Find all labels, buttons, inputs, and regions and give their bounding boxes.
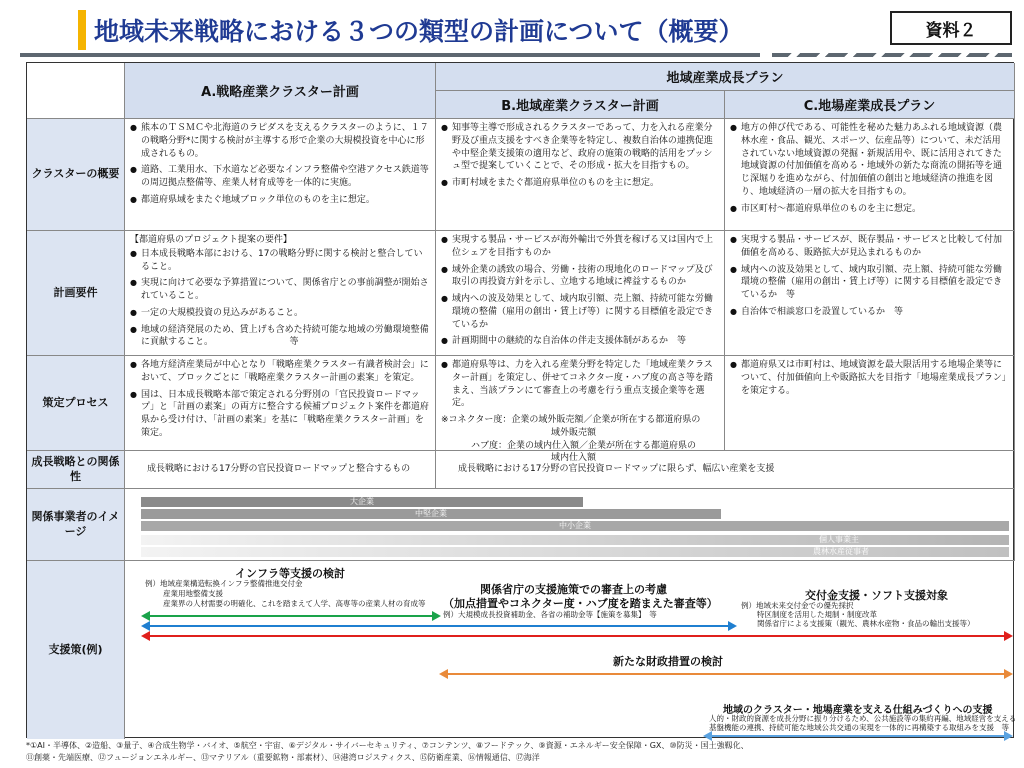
list-item: ● 域外企業の誘致の場合、労働・技術の現地化のロードマップ及び取引の再投資方針を示し、立地する地域に裨益するものか	[441, 264, 719, 290]
list-item: ● 地方の伸び代である、可能性を秘めた魅力あふれる地域資源（農林水産・食品、観光、スポーツ、伝産品等）について、未だ活用されていない地域資源の発掘・新規活用や、既に活用されてきた地域資源の付加価値を高める・地域外の新たな商流の開拓等を通じ深堀りを進めながら、付加価値の創出と地域経済の推進を図り、地域経済の一層の拡大を目指すもの。	[730, 122, 1009, 199]
list-item: ● 計画期間中の継続的な自治体の伴走支援体制があるか 等	[441, 335, 719, 348]
list-item: ● 熊本のＴＳＭＣや北海道のラピダスを支えるクラスターのように、１７の戦略分野*に関する検討が主導する形で企業の大規模投資を中心に形成されるもの。	[130, 122, 430, 160]
review-title: 関係省庁の支援施策での審査上の考慮	[480, 583, 667, 596]
list-item: ● 自治体で相談窓口を設置しているか 等	[730, 306, 1009, 319]
list-item: ● 都道府県等は、力を入れる産業分野を特定した「地域産業クラスター計画」を策定し、併せてコネクター度・ハブ度の高さ等を踏まえ、当該プランにて審査上の考慮を行う重点支援企業等を選定。	[441, 359, 719, 410]
footnote-line: *①AI・半導体、②造船、③量子、④合成生物学・バイオ、⑤航空・宇宙、⑥デジタル・サイバーセキュリティ、⑦コンテンツ、⑧フードテック、⑨資源・エネルギー安全保障・GX、⑩防災・国土強靱化、	[26, 741, 749, 750]
requirements-a	[125, 231, 436, 356]
process-c	[725, 356, 1015, 451]
list-item: ● 都道府県域をまたぐ地域ブロック単位のものを主に想定。	[130, 194, 430, 207]
support-area	[125, 561, 1015, 739]
actor-bar-farmers: 農林水産従事者	[141, 547, 1009, 557]
fiscal-title: 新たな財政措置の検討	[613, 655, 723, 668]
review-line: 例）大規模成長投資補助金、各省の補助金等【施策を募集】 等	[443, 610, 657, 619]
page-header	[0, 0, 1024, 60]
actor-bar-large: 大企業	[141, 497, 583, 507]
infra-arrow	[143, 615, 439, 617]
list-item: ● 市区町村～都道府県単位のものを主に想定。	[730, 203, 1009, 216]
list-item: ● 実現する製品・サービスが海外輸出で外貨を稼げる又は国内で上位シェアを目指すものか	[441, 234, 719, 260]
row-label-requirements: 計画要件	[27, 231, 125, 356]
column-b-header: B.地域産業クラスター計画	[436, 91, 725, 119]
row-label-actors: 関係事業者のイメージ	[27, 489, 125, 561]
actor-bar-midsize: 中堅企業	[141, 509, 721, 519]
fiscal-arrow	[441, 673, 1011, 675]
process-b	[436, 356, 725, 464]
column-a-header: A.戦略産業クラスター計画	[125, 63, 436, 119]
actors-area	[125, 489, 1015, 561]
corner-cell	[27, 63, 125, 119]
list-item: ● 都道府県又は市町村は、地域資源を最大限活用する地場企業等について、付加価値向上や販路拡大を目指す「地場産業成長プラン」を策定する。	[730, 359, 1009, 397]
actor-bar-sme: 中小企業	[141, 521, 1009, 531]
infra-line: 例）地域産業構造転換インフラ整備推進交付金	[145, 579, 303, 588]
grant-line: 関係省庁による支援策（観光、農林水産物・食品の輸出支援等）	[757, 619, 975, 628]
list-item: ● 各地方経済産業局が中心となり「戦略産業クラスター有識者検討会」において、ブロックごとに「戦略産業クラスター計画の素案」を策定。	[130, 359, 430, 385]
comparison-table	[26, 62, 1017, 738]
list-item: ● 市町村域をまたぐ都道府県単位のものを主に想定。	[441, 177, 719, 190]
infra-title: インフラ等支援の検討	[235, 567, 345, 580]
overview-a	[125, 119, 436, 231]
list-item: ● 実現に向けて必要な予算措置について、関係省庁との事前調整が開始されていること。	[130, 277, 430, 303]
grant-arrow	[143, 635, 1011, 637]
list-item: ● 知事等主導で形成されるクラスターであって、力を入れる産業分野及び重点支援をすべき企業等を特定し、複数自治体の連携促進や中堅企業支援策の適用など、政府の施策の戦略的活用をプッシュ型で提案していくことで、その形成・拡大を目指すもの。	[441, 122, 719, 173]
review-subtitle: （加点措置やコネクター度・ハブ度を踏まえた審査等）	[443, 597, 718, 610]
relation-a: 成長戦略における17分野の官民投資ロードマップと整合するもの	[125, 451, 436, 489]
requirements-b	[436, 231, 725, 356]
process-note-line: 域内仕入額	[551, 453, 597, 464]
list-item: ● 道路、工業用水、下水道など必要なインフラ整備や空港アクセス鉄道等の周辺拠点整備等、産業人材育成等を一体的に実施。	[130, 164, 430, 190]
grant-line: 特区制度を活用した規制・制度改革	[757, 610, 877, 619]
list-item: ● 地域の経済発展のため、賃上げも含めた持続可能な地域の労働環境整備に貢献すること。 等	[130, 324, 430, 350]
title-rule	[20, 53, 760, 57]
grant-line: 例）地域未来交付金での優先採択	[741, 601, 854, 610]
requirements-intro: 【都道府県のプロジェクト提案の要件】	[130, 235, 292, 245]
row-label-process: 策定プロセス	[27, 356, 125, 451]
grant-title: 交付金支援・ソフト支援対象	[805, 589, 948, 602]
process-a	[125, 356, 436, 451]
local-title: 地域のクラスター・地場産業を支える仕組みづくりへの支援	[723, 705, 993, 716]
list-item: ● 域内への波及効果として、域内取引額、売上額、持続可能な労働環境の整備（雇用の創出・賃上げ等）に関する目標値を設定できているか 等	[730, 264, 1009, 302]
process-note: ※コネクター度：企業の域外販売額／企業が所在する都道府県の	[441, 415, 701, 426]
column-c-header: C.地場産業成長プラン	[725, 91, 1015, 119]
overview-c	[725, 119, 1015, 231]
list-item: ● 国は、日本成長戦略本部で策定される分野別の「官民投資ロードマップ」と「計画の素案」の両方に整合する候補プロジェクト案件を都道府県から受け付け、「計画の素案」を基に「戦略産業クラスター計画」を策定。	[130, 389, 430, 440]
local-arrow	[705, 735, 1011, 737]
local-line: 人的・財政的資源を成長分野に振り分けるため、公共施設等の集約再編、地域経営を支える	[709, 714, 1017, 723]
infra-line: 産業界の人材需要の明確化、これを踏まえて人学、高専等の産業人材の育成等	[163, 599, 426, 608]
title-accent-bar	[78, 10, 86, 50]
footnote-line: ⑪創薬・先端医療、⑫フュージョンエネルギー、⑬マテリアル（重要鉱物・部素材）、⑭港湾ロジスティクス、⑮防衛産業、⑯情報通信、⑰海洋	[26, 752, 540, 762]
footnote	[26, 740, 1014, 763]
actor-bar-sole: 個人事業主	[141, 535, 1009, 545]
list-item: ● 実現する製品・サービスが、既存製品・サービスと比較して付加価値を高める、販路拡大が見込まれるものか	[730, 234, 1009, 260]
row-label-support: 支援策(例)	[27, 561, 125, 739]
process-note-line: 域外販売額	[551, 427, 597, 438]
overview-b	[436, 119, 725, 231]
list-item: ● 一定の大規模投資の見込みがあること。	[130, 307, 430, 320]
row-label-overview: クラスターの概要	[27, 119, 125, 231]
list-item: ● 域内への波及効果として、域内取引額、売上額、持続可能な労働環境の整備（雇用の創出・賃上げ等）に関する目標値を設定できているか	[441, 293, 719, 331]
row-label-relation: 成長戦略との関係性	[27, 451, 125, 489]
list-item: ● 日本成長戦略本部における、17の戦略分野に関する検討と整合していること。	[130, 248, 430, 274]
page-title: 地域未来戦略における３つの類型の計画について（概要）	[94, 17, 744, 46]
infra-line: 産業用地整備支援	[163, 589, 223, 598]
process-note-line: ハブ度：企業の域内仕入額／企業が所在する都道府県の	[471, 440, 697, 451]
column-group-header: 地域産業成長プラン	[436, 63, 1015, 91]
title-rule-stripes	[772, 53, 1012, 57]
review-arrow	[143, 625, 735, 627]
local-line: 基盤機能の連携、持続可能な地域公共交通の実現を一体的に再構築する取組みを支援 等	[709, 723, 1009, 732]
document-badge: 資料２	[890, 11, 1012, 45]
requirements-c	[725, 231, 1015, 356]
relation-bc: 成長戦略における17分野の官民投資ロードマップに限らず、幅広い産業を支援	[436, 451, 1015, 489]
